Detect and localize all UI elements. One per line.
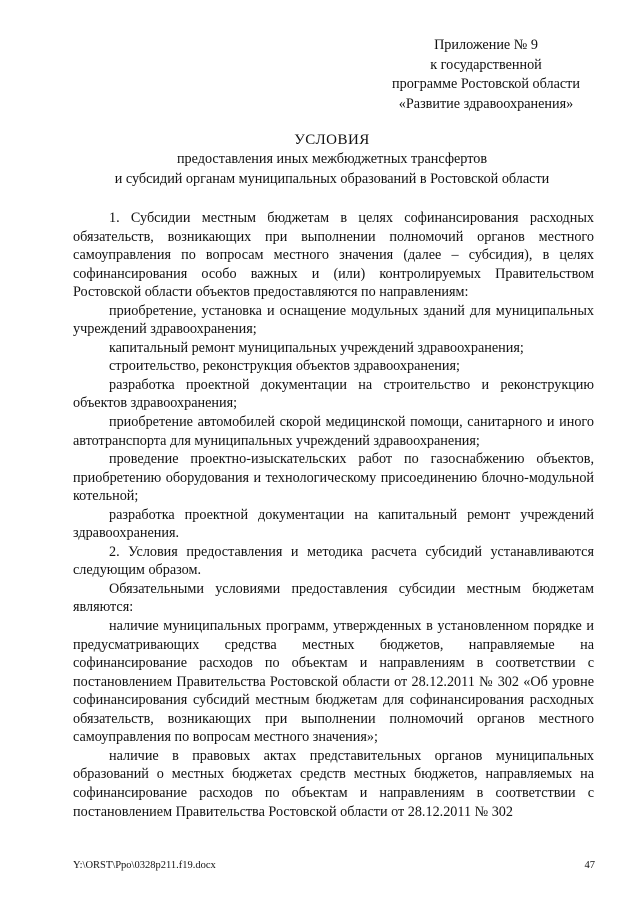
page-number: 47 — [584, 860, 595, 871]
paragraph: капитальный ремонт муниципальных учреждений здравоохранения; — [109, 339, 524, 356]
paragraph: приобретение, установка и оснащение модульных зданий для муниципальных учреждений здравоохранения; — [73, 302, 594, 338]
paragraph: строительство, реконструкция объектов здравоохранения; — [109, 358, 460, 375]
paragraph: Обязательными условиями предоставления субсидии местным бюджетам являются: — [73, 580, 594, 616]
paragraph: разработка проектной документации на строительство и реконструкцию объектов здравоохранения; — [73, 376, 594, 412]
paragraph: проведение проектно-изыскательских работ по газоснабжению объектов, приобретению оборудования и технологическому присоединению блочно-модульной котельной; — [73, 451, 594, 505]
document-heading — [72, 131, 592, 189]
appendix-reference — [360, 36, 612, 114]
document-body — [73, 209, 594, 821]
paragraph: приобретение автомобилей скорой медицинской помощи, санитарного и иного автотранспорта для муниципальных учреждений здравоохранения; — [73, 414, 594, 449]
paragraph: наличие муниципальных программ, утвержденных в установленном порядке и предусматривающих средства местных бюджетов, направляемые на софинансирование расходов по объектам и направлениям в соответствии с постановлением Правительства Ростовской области от 28.12.2011 № 302 «Об уровне софинансирования субсидий местным бюджетам для софинансирования расходных обязательств, возникающих при выполнении полномочий органов местного самоуправления по вопросам местного значения»; — [73, 618, 594, 746]
document-subtitle: и субсидий органам муниципальных образований в Ростовской области — [114, 170, 550, 187]
document-title: УСЛОВИЯ — [294, 132, 370, 148]
paragraph: 2. Условия предоставления и методика расчета субсидий устанавливаются следующим образом. — [73, 543, 594, 579]
file-path: Y:\ORST\Ppo\0328p211.f19.docx — [73, 860, 216, 871]
page-footer — [73, 859, 595, 873]
document-subtitle: предоставления иных межбюджетных трансфертов — [176, 151, 488, 167]
appendix-line: «Развитие здравоохранения» — [398, 95, 574, 112]
appendix-line: Приложение № 9 — [434, 37, 538, 53]
paragraph: разработка проектной документации на капитальный ремонт учреждений здравоохранения. — [73, 506, 594, 542]
appendix-line: программе Ростовской области — [392, 76, 580, 92]
paragraph: 1. Субсидии местным бюджетам в целях софинансирования расходных обязательств, возникающих при выполнении полномочий органов местного самоуправления по вопросам местного значения (далее – субсидия), в целях софинансирования особо важных и (или) контролируемых Правительством Ростовской области объектов предоставляются по направлениям: — [73, 210, 594, 301]
appendix-line: к государственной — [430, 56, 542, 73]
paragraph: наличие в правовых актах представительных органов муниципальных образований о местных бюджетах средств местных бюджетов, направляемых на софинансирование расходов по объектам и направлениям в соответствии с постановлением Правительства Ростовской области от 28.12.2011 № 302 — [73, 747, 594, 820]
